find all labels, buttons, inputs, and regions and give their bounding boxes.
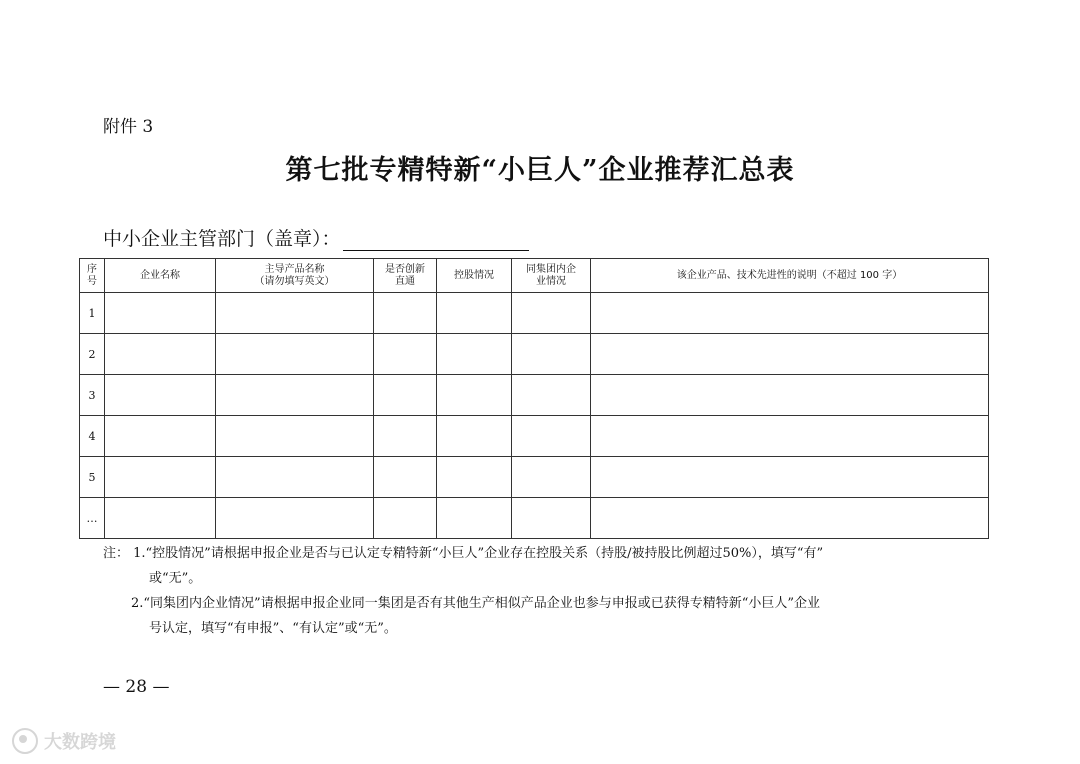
- row-seq-number: 4: [80, 416, 105, 457]
- table-cell[interactable]: [216, 498, 374, 539]
- table-cell[interactable]: [374, 293, 437, 334]
- row-seq-number: …: [80, 498, 105, 539]
- table-cell[interactable]: [105, 375, 216, 416]
- table-cell[interactable]: [216, 375, 374, 416]
- table-cell[interactable]: [374, 498, 437, 539]
- table-cell[interactable]: [512, 334, 591, 375]
- table-cell[interactable]: [105, 334, 216, 375]
- table-cell[interactable]: [437, 416, 512, 457]
- table-cell[interactable]: [437, 293, 512, 334]
- department-blank-field[interactable]: [343, 228, 529, 251]
- table-cell[interactable]: [216, 416, 374, 457]
- table-cell[interactable]: [374, 375, 437, 416]
- attachment-label: 附件 3: [103, 117, 154, 137]
- table-cell[interactable]: [105, 416, 216, 457]
- table-cell[interactable]: [105, 293, 216, 334]
- table-cell[interactable]: [512, 416, 591, 457]
- header-seq: 序 号: [80, 259, 105, 293]
- watermark-logo-icon: [12, 728, 38, 754]
- table-row: [80, 416, 989, 457]
- table-cell[interactable]: [437, 498, 512, 539]
- row-seq-number: 2: [80, 334, 105, 375]
- header-group-enterprise: 同集团内企 业情况: [512, 259, 591, 293]
- table-cell[interactable]: [512, 375, 591, 416]
- table-cell[interactable]: [105, 457, 216, 498]
- page-number: — 28 —: [103, 677, 170, 697]
- row-seq-number: 5: [80, 457, 105, 498]
- notes-section: [103, 541, 983, 641]
- note-1-line-1: 注： 1.“控股情况”请根据申报企业是否与已认定专精特新“小巨人”企业存在控股关系（持股/被持股比例超过50%），填写“有”: [103, 546, 824, 561]
- watermark: [12, 728, 116, 754]
- header-tech-description: 该企业产品、技术先进性的说明（不超过 100 字）: [591, 259, 989, 293]
- table-cell[interactable]: [512, 293, 591, 334]
- table-cell[interactable]: [374, 416, 437, 457]
- table-row: [80, 334, 989, 375]
- table-cell[interactable]: [591, 293, 989, 334]
- header-holding-status: 控股情况: [437, 259, 512, 293]
- header-company-name: 企业名称: [105, 259, 216, 293]
- table-cell[interactable]: [591, 498, 989, 539]
- table-cell[interactable]: [437, 375, 512, 416]
- table-row: [80, 293, 989, 334]
- table-cell[interactable]: [437, 457, 512, 498]
- table-cell[interactable]: [437, 334, 512, 375]
- header-innovation-direct: 是否创新 直通: [374, 259, 437, 293]
- header-main-product: 主导产品名称 （请勿填写英文）: [216, 259, 374, 293]
- department-stamp-line: [103, 224, 529, 251]
- department-label: 中小企业主管部门（盖章）：: [103, 228, 341, 250]
- table-cell[interactable]: [512, 498, 591, 539]
- table-cell[interactable]: [591, 375, 989, 416]
- note-2-line-1: 2.“同集团内企业情况”请根据申报企业同一集团是否有其他生产相似产品企业也参与申报或已获得专精特新“小巨人”企业: [131, 596, 820, 611]
- row-seq-number: 3: [80, 375, 105, 416]
- table-cell[interactable]: [374, 334, 437, 375]
- row-seq-number: 1: [80, 293, 105, 334]
- table-cell[interactable]: [105, 498, 216, 539]
- table-row: [80, 457, 989, 498]
- table-cell[interactable]: [216, 334, 374, 375]
- summary-table: [79, 258, 989, 539]
- table-cell[interactable]: [591, 334, 989, 375]
- note-1-line-2: 或“无”。: [149, 571, 202, 586]
- table-cell[interactable]: [216, 293, 374, 334]
- page-title: 第七批专精特新“小巨人”企业推荐汇总表: [285, 155, 795, 186]
- table-cell[interactable]: [512, 457, 591, 498]
- table-row: [80, 498, 989, 539]
- table-row: [80, 375, 989, 416]
- table-cell[interactable]: [591, 416, 989, 457]
- watermark-text: 大数跨境: [44, 732, 116, 753]
- table-cell[interactable]: [216, 457, 374, 498]
- table-header-row: [80, 259, 989, 293]
- note-2-line-2: 号认定，填写“有申报”、“有认定”或“无”。: [149, 621, 397, 636]
- table-cell[interactable]: [591, 457, 989, 498]
- table-cell[interactable]: [374, 457, 437, 498]
